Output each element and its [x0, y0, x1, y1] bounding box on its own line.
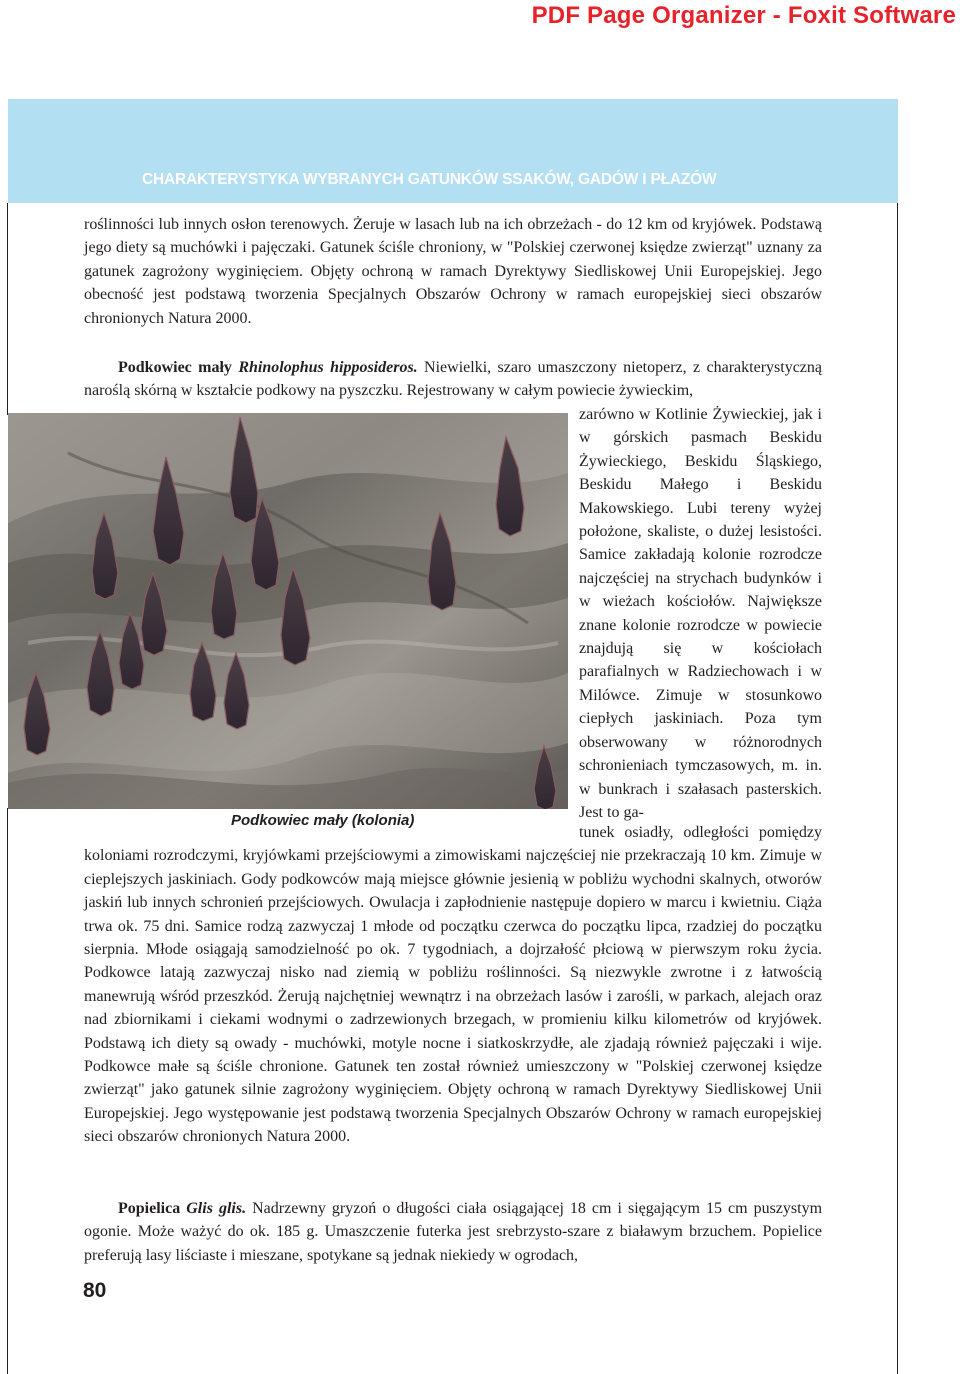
species-latin-name: Glis glis. [186, 1200, 247, 1217]
chapter-title: CHARAKTERYSTYKA WYBRANYCH GATUNKÓW SSAKÓW, GADÓW I PŁAZÓW [142, 171, 717, 188]
species-name: Popielica [118, 1200, 181, 1217]
horseshoe-bat-intro [84, 356, 822, 403]
continuation-paragraph: roślinności lub innych osłon terenowych. Żeruje w lasach lub na ich obrzeżach - do 12 km od kryjówek. Podstawą jego diety są muchówki i pajęczaki. Gatunek ściśle chroniony, w "Polskiej czerwonej księdze zwierząt" uznany za gatunek zagrożony wyginięciem. Objęty ochroną w ramach Dyrektywy Siedliskowej Unii Europejskiej. Jego obecność jest podstawą tworzenia Specjalnych Obszarów Ochrony w ramach europejskiej sieci obszarów chronionych Natura 2000. [84, 216, 822, 327]
bat-colony-photo [8, 413, 568, 809]
dormouse-paragraph [84, 1197, 822, 1267]
frame-line-left [7, 203, 8, 415]
species-latin-name: Rhinolophus hipposideros. [238, 359, 418, 376]
horseshoe-bat-side-column: zarówno w Kotlinie Żywieckiej, jak i w górskich pasmach Beskidu Żywieckiego, Beskidu Śląskiego, Beskidu Małego i Beskidu Makowskiego. Lubi tereny wyżej położone, skaliste, o dużej lesistości. Samice zakładają kolonie rozrodcze najczęściej na strychach budynków i w wieżach kościołów. Największe znane kolonie rozrodcze w powiecie znajdują się w kościołach parafialnych w Radziechowach i w Milówce. Zimuje w stosunkowo ciepłych jaskiniach. Poza tym obserwowany w różnorodnych schronieniach tymczasowych, m. in. w bunkrach i szałasach pasterskich. Jest to ga- [579, 406, 822, 821]
horseshoe-bat-continuation: tunek osiadły, odległości pomiędzy koloniami rozrodczymi, kryjówkami przejściowymi a zimowiskami najczęściej nie przekraczają 10 km. Zimuje w cieplejszych jaskiniach. Gody podkowców mają miejsce głównie jesienią w pobliżu wychodni skalnych, otworów jaskiń lub innych schronień przejściowych. Owulacja i zapłodnienie następuje dopiero w marcu i kwietniu. Ciąża trwa ok. 75 dni. Samice rodzą zazwyczaj 1 młode od początku czerwca do początku lipca, rzadziej do początku sierpnia. Młode osiągają samodzielność po ok. 7 tygodniach, a dojrzałość płciową w pierwszym roku życia. Podkowce latają zazwyczaj nisko nad ziemią w pobliżu roślinności. Są niezwykle zwrotne i z łatwością manewrują wśród przeszkód. Żerują najchętniej wewnątrz i na obrzeżach lasów i zarośli, w parkach, alejach oraz nad zbiornikami i ciekami wodnymi o zadrzewionych brzegach, w promieniu kilku kilometrów od kryjówek. Podstawą ich diety są owady - muchówki, motyle nocne i siatkoskrzydłe, ale zjadają również pajęczaki i wije. Podkowce małe są ściśle chronione. Gatunek ten został również umieszczony w "Polskiej czerwonej księdze zwierząt" jako gatunek silnie zagrożony wyginięciem. Objęty ochroną w ramach Dyrektywy Siedliskowej Unii Europejskiej. Jego występowanie jest podstawą tworzenia Specjalnych Obszarów Ochrony w ramach europejskiej sieci obszarów chronionych Natura 2000. [84, 824, 822, 1146]
species-name: Podkowiec mały [118, 359, 232, 376]
frame-line-left-lower [7, 808, 8, 1374]
photo-caption: Podkowiec mały (kolonia) [231, 812, 415, 829]
watermark: PDF Page Organizer - Foxit Software [531, 2, 956, 29]
species-intro-text: Niewielki, szaro umaszczony nietoperz, z charakterystyczną naroślą skórną w kształcie podkowy na pyszczku. Rejestrowany w całym powiecie żywieckim, [84, 359, 823, 400]
page-number: 80 [83, 1279, 107, 1302]
frame-line-right [897, 203, 898, 1374]
species-description: Nadrzewny gryzoń o długości ciała osiągającej 18 cm i sięgającym 15 cm puszystym ogonie. Może ważyć do ok. 185 g. Umaszczenie futerka jest srebrzysto-szare z białawym brzuchem. Popielice preferują lasy liściaste i mieszane, spotykane są jednak niekiedy w ogrodach, [84, 1200, 823, 1264]
